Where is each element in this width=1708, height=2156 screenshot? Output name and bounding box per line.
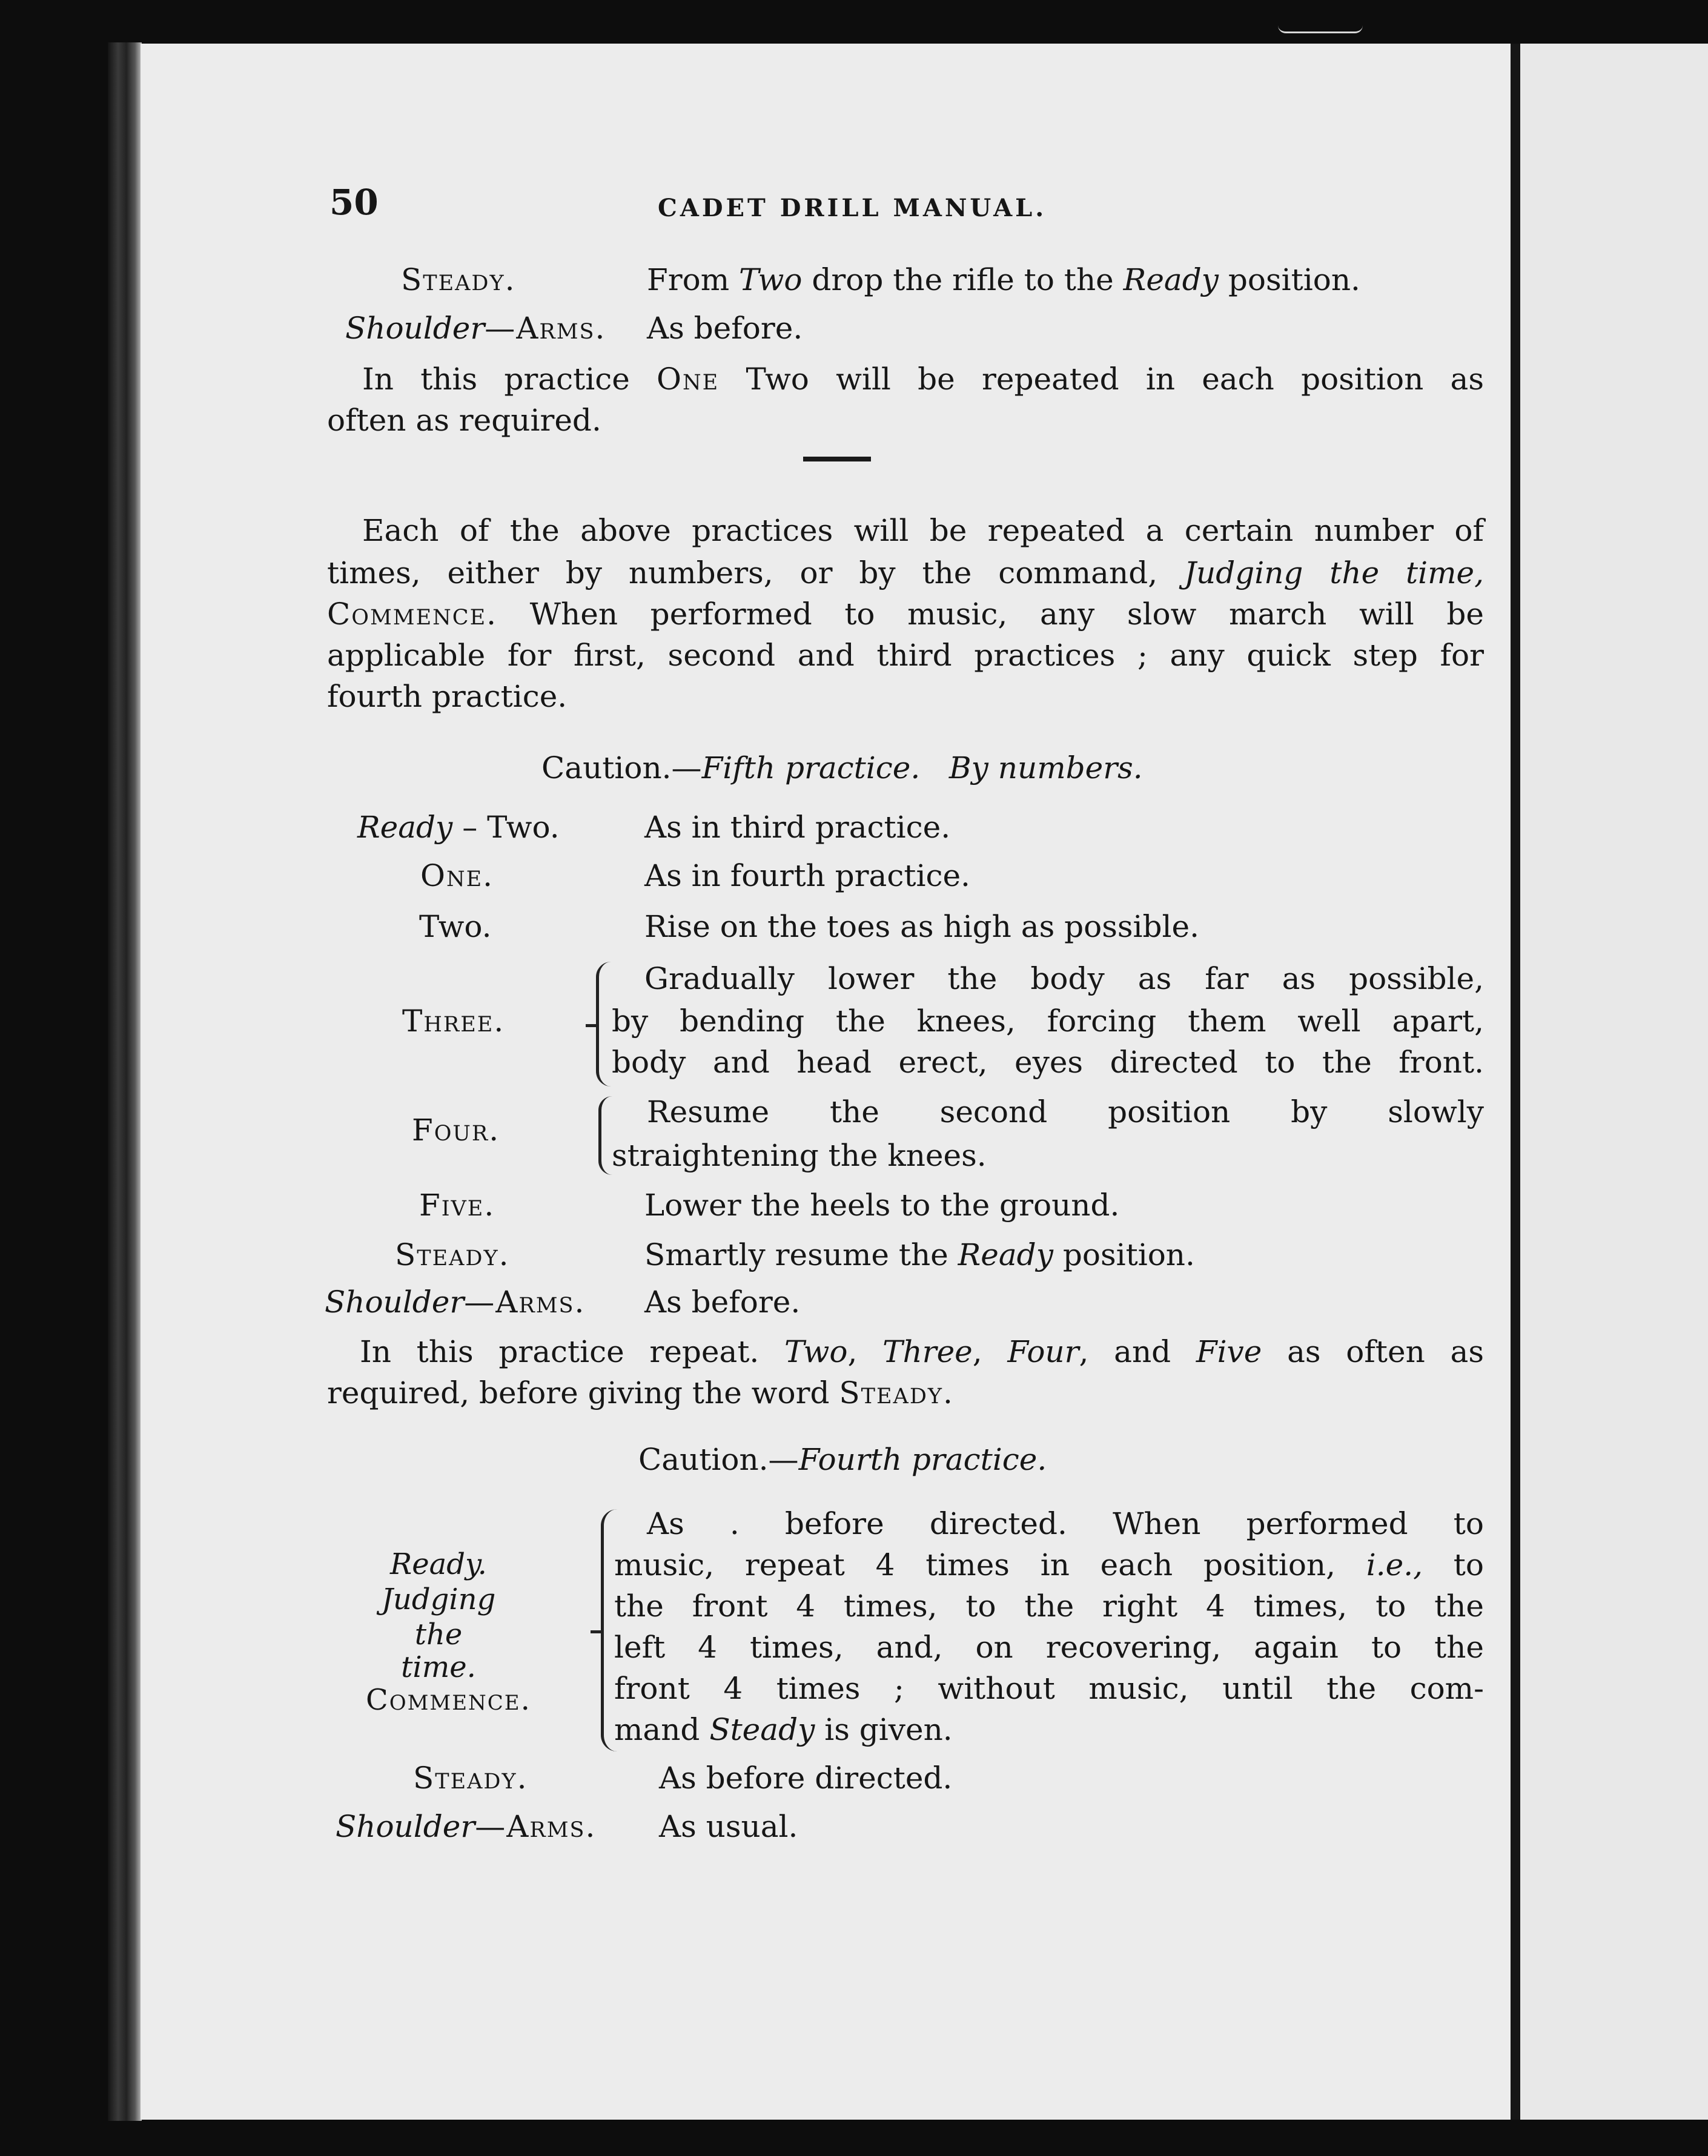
paragraph-line: times, either by numbers, or by the command, Judging the time, [327,555,1484,590]
desc: As in third practice. [644,810,951,845]
note-line: In this practice repeat. Two, Three, Four, and Five as often as [360,1334,1484,1369]
label-shoulder-arms: Shoulder—Arms. [345,311,606,346]
label-ready-judging: Ready. Judging the time. Commence. [366,1547,531,1717]
desc: by bending the knees, forcing them well apart, [612,1004,1484,1039]
caution-fifth-heading: Caution.—Fifth practice. By numbers. [541,750,1143,785]
desc: As before. [644,1285,801,1320]
desc: As in fourth practice. [644,858,970,893]
note-line: often as required. [327,403,601,438]
paragraph-line: Each of the above practices will be repeated a certain number of [362,513,1484,548]
label-steady: Steady. [401,262,516,297]
label-ready-two: Ready – Two. [357,810,560,845]
desc: left 4 times, and, on recovering, again to the [614,1630,1484,1665]
label-five: Five. [419,1188,495,1223]
desc: Rise on the toes as high as possible. [644,909,1200,944]
label-one: One. [420,858,494,893]
desc: Lower the heels to the ground. [644,1188,1120,1223]
book-spine [108,42,142,2121]
desc: front 4 times ; without music, until the com- [614,1671,1484,1706]
desc: As usual. [659,1809,798,1844]
desc-steady: From Two drop the rifle to the Ready position. [647,262,1360,297]
note-line: required, before giving the word Steady. [327,1375,954,1410]
desc: As before directed. [659,1761,953,1796]
label-steady: Steady. [395,1237,510,1272]
desc: As . before directed. When performed to [647,1506,1484,1541]
section-rule [803,457,871,461]
paragraph-line: Commence. When performed to music, any slow march will be [327,597,1484,632]
note-line: In this practice One Two will be repeated in each position as [362,362,1484,397]
label-two: Two. [419,909,492,944]
label-shoulder-arms: Shoulder—Arms. [336,1809,597,1844]
desc: the front 4 times, to the right 4 times, to the [614,1589,1484,1624]
desc: body and head erect, eyes directed to the front. [612,1045,1484,1080]
paragraph-line: fourth practice. [327,679,568,714]
paragraph-line: applicable for first, second and third practices ; any quick step for [327,638,1484,673]
brace [596,962,611,1086]
label-shoulder-arms: Shoulder—Arms. [325,1285,586,1320]
brace [598,1096,612,1175]
label-four: Four. [412,1113,500,1148]
label-steady: Steady. [413,1761,528,1796]
desc: Smartly resume the Ready position. [644,1237,1195,1272]
running-title: CADET DRILL MANUAL. [658,194,1047,222]
book-page [141,44,1515,2120]
scan-mark [1278,25,1363,33]
page-number: 50 [329,182,379,223]
desc: Gradually lower the body as far as possible, [644,961,1484,996]
desc: straightening the knees. [612,1138,987,1173]
page-gutter [1511,44,1520,2120]
desc-as-before: As before. [647,311,803,346]
caution-fourth-heading: Caution.—Fourth practice. [638,1442,1047,1477]
facing-page-edge [1520,44,1708,2120]
desc: mand Steady is given. [614,1712,953,1747]
desc: Resume the second position by slowly [647,1094,1484,1129]
desc: music, repeat 4 times in each position, i.e., to [614,1547,1484,1582]
label-three: Three. [402,1004,505,1039]
